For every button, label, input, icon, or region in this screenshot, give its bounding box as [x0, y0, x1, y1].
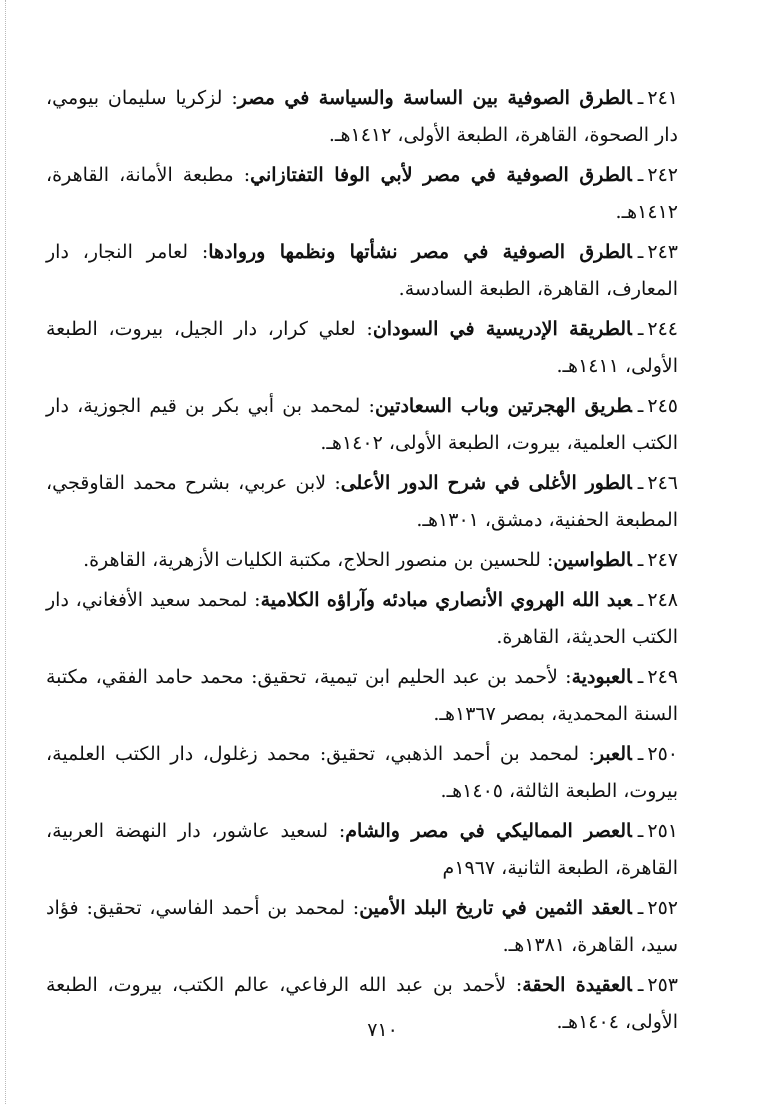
bibliography-entry — [46, 736, 678, 810]
bibliography-entry — [46, 234, 678, 308]
entry-number: ٢٤٢ — [647, 164, 678, 186]
entry-number: ٢٤٣ — [647, 241, 678, 263]
entry-title: العبر — [594, 743, 632, 765]
entry-dash: ـ — [637, 589, 644, 611]
entry-details: : للحسين بن منصور الحلاج، مكتبة الكليات الأزهرية، القاهرة. — [83, 549, 554, 571]
bibliography-list — [46, 80, 678, 1044]
entry-details: : لمحمد بن أحمد الذهبي، تحقيق: محمد زغلول، دار الكتب العلمية، بيروت، الطبعة الثالثة، ١٤٠٥هـ. — [46, 743, 678, 802]
entry-dash: ـ — [637, 743, 644, 765]
entry-dash: ـ — [637, 820, 644, 842]
entry-number: ٢٤٩ — [647, 666, 678, 688]
entry-title: الطرق الصوفية في مصر نشأتها ونظمها وروادها — [208, 241, 632, 263]
bibliography-entry — [46, 542, 678, 579]
entry-details: : لمحمد بن أحمد الفاسي، تحقيق: فؤاد سيد، القاهرة، ١٣٨١هـ. — [46, 897, 678, 956]
entry-number: ٢٥٣ — [647, 974, 679, 996]
entry-details: : لمحمد سعيد الأفغاني، دار الكتب الحديثة، القاهرة. — [46, 589, 678, 648]
entry-number: ٢٤٦ — [647, 472, 678, 494]
entry-dash: ـ — [637, 395, 644, 417]
entry-title: الطرق الصوفية في مصر لأبي الوفا التفتازاني — [250, 164, 632, 186]
entry-details: : لسعيد عاشور، دار النهضة العربية، القاهرة، الطبعة الثانية، ١٩٦٧م — [46, 820, 678, 879]
entry-number: ٢٤١ — [647, 87, 678, 109]
bibliography-entry — [46, 659, 678, 733]
entry-title: الطريقة الإدريسية في السودان — [372, 318, 632, 340]
bibliography-entry — [46, 465, 678, 539]
entry-title: العبودية — [571, 666, 632, 688]
entry-title: العقد الثمين في تاريخ البلد الأمين — [359, 897, 632, 919]
entry-title: الطور الأغلى في شرح الدور الأعلى — [340, 472, 632, 494]
entry-title: العقيدة الحقة — [522, 974, 632, 996]
entry-details: : مطبعة الأمانة، القاهرة، ١٤١٢هـ. — [46, 164, 678, 223]
entry-details: : لأحمد بن عبد الحليم ابن تيمية، تحقيق: محمد حامد الفقي، مكتبة السنة المحمدية، بمصر ١٣٦٧هـ. — [46, 666, 678, 725]
entry-details: : لمحمد بن أبي بكر بن قيم الجوزية، دار الكتب العلمية، بيروت، الطبعة الأولى، ١٤٠٢هـ. — [46, 395, 678, 454]
bibliography-entry — [46, 582, 678, 656]
entry-title: الطرق الصوفية بين الساسة والسياسة في مصر — [237, 87, 632, 109]
entry-dash: ـ — [637, 897, 644, 919]
bibliography-entry — [46, 311, 678, 385]
entry-details: : لزكريا سليمان بيومي، دار الصحوة، القاهرة، الطبعة الأولى، ١٤١٢هـ. — [46, 87, 678, 146]
entry-dash: ـ — [637, 241, 644, 263]
entry-dash: ـ — [637, 974, 644, 996]
entry-dash: ـ — [637, 318, 644, 340]
bibliography-entry — [46, 157, 678, 231]
entry-dash: ـ — [637, 164, 644, 186]
entry-dash: ـ — [637, 472, 644, 494]
entry-dash: ـ — [637, 549, 644, 571]
entry-details: : لأحمد بن عبد الله الرفاعي، عالم الكتب، بيروت، الطبعة الأولى، ١٤٠٤هـ. — [46, 974, 678, 1033]
entry-title: الطواسين — [553, 549, 632, 571]
entry-details: : لعامر النجار، دار المعارف، القاهرة، الطبعة السادسة. — [46, 241, 678, 300]
bibliography-entry — [46, 813, 678, 887]
entry-title: طريق الهجرتين وباب السعادتين — [374, 395, 632, 417]
entry-number: ٢٤٥ — [647, 395, 678, 417]
page-number: ٧١٠ — [367, 1019, 398, 1041]
bibliography-entry — [46, 890, 678, 964]
entry-number: ٢٥١ — [647, 820, 678, 842]
entry-details: : لعلي كرار، دار الجيل، بيروت، الطبعة الأولى، ١٤١١هـ. — [46, 318, 678, 377]
entry-dash: ـ — [637, 666, 644, 688]
entry-details: : لابن عربي، بشرح محمد القاوقجي، المطبعة الحفنية، دمشق، ١٣٠١هـ. — [46, 472, 678, 531]
entry-number: ٢٤٤ — [647, 318, 679, 340]
entry-dash: ـ — [637, 87, 644, 109]
entry-number: ٢٥٢ — [647, 897, 678, 919]
entry-title: العصر المماليكي في مصر والشام — [345, 820, 632, 842]
entry-number: ٢٤٨ — [647, 589, 678, 611]
entry-title: عبد الله الهروي الأنصاري مبادئه وآراؤه الكلامية — [260, 589, 632, 611]
binding-edge-rule — [5, 0, 6, 1104]
bibliography-entry — [46, 80, 678, 154]
bibliography-entry — [46, 388, 678, 462]
entry-number: ٢٥٠ — [647, 743, 678, 765]
entry-number: ٢٤٧ — [647, 549, 678, 571]
